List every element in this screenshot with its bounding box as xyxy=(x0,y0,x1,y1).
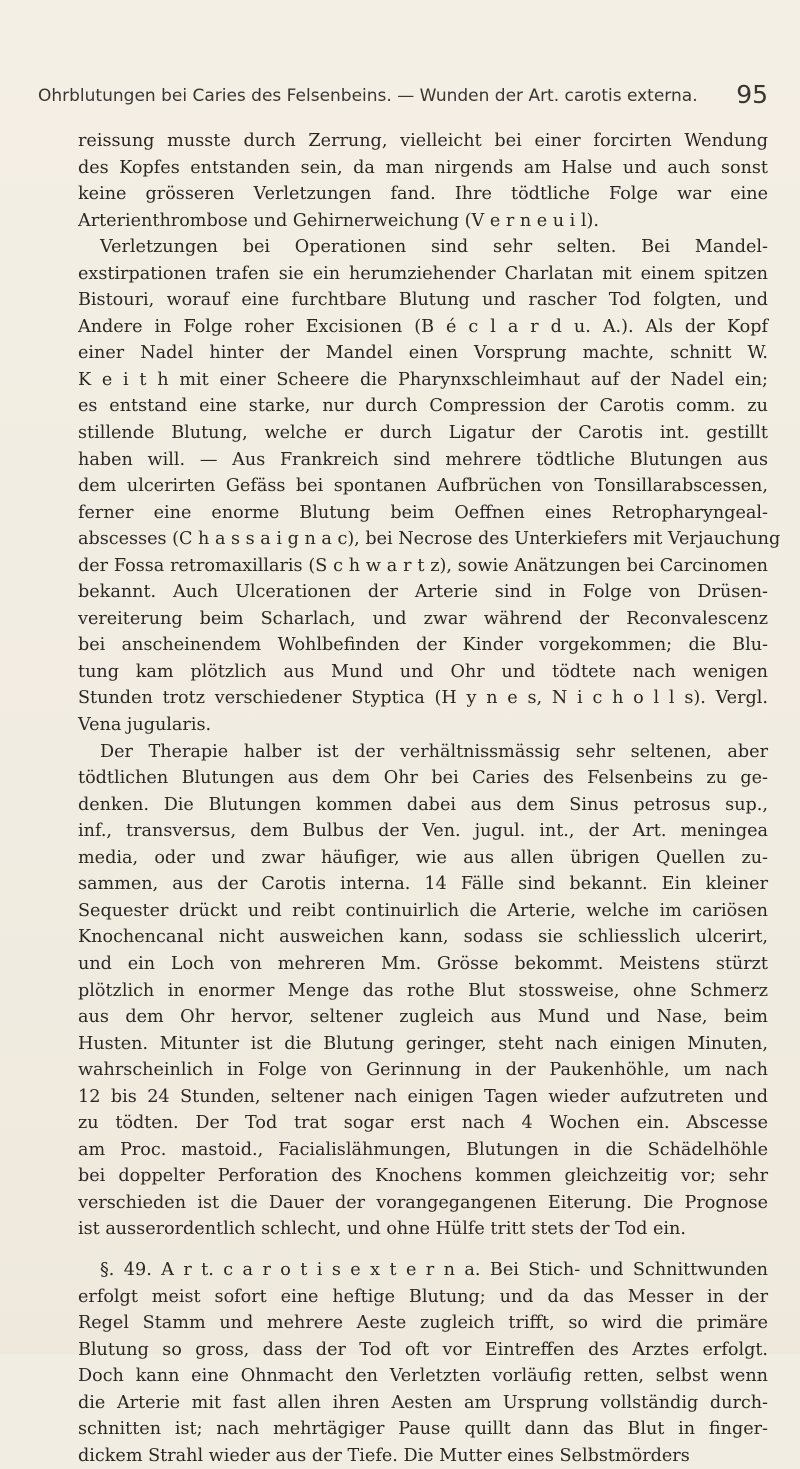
text-line: stillende Blutung, welche er durch Ligatur der Carotis int. gestillt xyxy=(78,423,768,444)
text-line: dickem Strahl wieder aus der Tiefe. Die Mutter eines Selbstmörders xyxy=(78,1445,690,1466)
text-line: Blutung so gross, dass der Tod oft vor Eintreffen des Arztes erfolgt. xyxy=(78,1339,768,1360)
text-line: bei anscheinendem Wohlbefinden der Kinder vorgekommen; die Blu- xyxy=(78,635,768,656)
page-number: 95 xyxy=(736,80,768,109)
text-line: plötzlich in enormer Menge das rothe Blut stossweise, ohne Schmerz xyxy=(78,980,768,1001)
text-line: aus dem Ohr hervor, seltener zugleich aus Mund und Nase, beim xyxy=(78,1007,768,1028)
text-line: bekannt. Auch Ulcerationen der Arterie sind in Folge von Drüsen- xyxy=(78,582,768,603)
section-paragraph xyxy=(78,1243,768,1469)
paragraph xyxy=(78,128,768,234)
text-line: des Kopfes entstanden sein, da man nirgends am Halse und auch sonst xyxy=(78,157,768,178)
text-line: Andere in Folge roher Excisionen (B é c l a r d u. A.). Als der Kopf xyxy=(78,316,768,337)
text-line: haben will. — Aus Frankreich sind mehrere tödtliche Blutungen aus xyxy=(78,449,768,470)
text-line: ferner eine enorme Blutung beim Oeffnen eines Retropharyngeal- xyxy=(78,502,768,523)
text-line: schnitten ist; nach mehrtägiger Pause quillt dann das Blut in finger- xyxy=(78,1419,768,1440)
text-line: tödtlichen Blutungen aus dem Ohr bei Caries des Felsenbeins zu ge- xyxy=(78,768,768,789)
text-line: keine grösseren Verletzungen fand. Ihre tödtliche Folge war eine xyxy=(78,184,768,205)
text-line: tung kam plötzlich aus Mund und Ohr und tödtete nach wenigen xyxy=(78,661,768,682)
text-line: abscesses (C h a s s a i g n a c), bei Necrose des Unterkiefers mit Verjauchung xyxy=(78,529,781,550)
section-spacer xyxy=(78,1243,768,1257)
text-line: ist ausserordentlich schlecht, und ohne Hülfe tritt stets der Tod ein. xyxy=(78,1219,686,1240)
text-line: Sequester drückt und reibt continuirlich die Arterie, welche im cariösen xyxy=(78,900,768,921)
text-line: und ein Loch von mehreren Mm. Grösse bekommt. Meistens stürzt xyxy=(78,953,768,974)
text-line: Vena jugularis. xyxy=(78,715,212,736)
text-line: K e i t h mit einer Scheere die Pharynxschleimhaut auf der Nadel ein; xyxy=(78,369,768,390)
text-line: einer Nadel hinter der Mandel einen Vorsprung machte, schnitt W. xyxy=(78,343,768,364)
text-line: exstirpationen trafen sie ein herumziehender Charlatan mit einem spitzen xyxy=(78,263,768,284)
paragraph xyxy=(78,739,768,1243)
text-line: bei doppelter Perforation des Knochens kommen gleichzeitig vor; sehr xyxy=(78,1166,768,1187)
text-line: Husten. Mitunter ist die Blutung geringer, steht nach einigen Minuten, xyxy=(78,1033,768,1054)
paragraph xyxy=(78,234,781,738)
text-line: es entstand eine starke, nur durch Compression der Carotis comm. zu xyxy=(78,396,768,417)
text-line: Knochencanal nicht ausweichen kann, sodass sie schliesslich ulcerirt, xyxy=(78,927,768,948)
text-line: media, oder und zwar häufiger, wie aus allen übrigen Quellen zu- xyxy=(78,847,768,868)
text-line: erfolgt meist sofort eine heftige Blutung; und da das Messer in der xyxy=(78,1286,768,1307)
text-line: die Arterie mit fast allen ihren Aesten am Ursprung vollständig durch- xyxy=(78,1392,768,1413)
text-line: Arterienthrombose und Gehirnerweichung (V e r n e u i l). xyxy=(78,210,599,231)
text-line: vereiterung beim Scharlach, und zwar während der Reconvalescenz xyxy=(78,608,768,629)
text-line: dem ulcerirten Gefäss bei spontanen Aufbrüchen von Tonsillarabscessen, xyxy=(78,476,768,497)
text-line: inf., transversus, dem Bulbus der Ven. jugul. int., der Art. meningea xyxy=(78,821,768,842)
running-head-title: Ohrblutungen bei Caries des Felsenbeins. — Wunden der Art. carotis externa. xyxy=(38,86,698,106)
text-line: Regel Stamm und mehrere Aeste zugleich trifft, so wird die primäre xyxy=(78,1313,768,1334)
text-line: Verletzungen bei Operationen sind sehr selten. Bei Mandel- xyxy=(100,237,768,258)
text-line: §. 49. A r t. c a r o t i s e x t e r n a. Bei Stich- und Schnittwunden xyxy=(100,1259,768,1280)
text-line: reissung musste durch Zerrung, vielleicht bei einer forcirten Wendung xyxy=(78,131,768,151)
body-text xyxy=(78,128,781,1469)
text-line: denken. Die Blutungen kommen dabei aus dem Sinus petrosus sup., xyxy=(78,794,768,815)
text-line: der Fossa retromaxillaris (S c h w a r t z), sowie Anätzungen bei Carcinomen xyxy=(78,555,768,576)
text-line: wahrscheinlich in Folge von Gerinnung in der Paukenhöhle, um nach xyxy=(78,1060,768,1081)
text-line: Doch kann eine Ohnmacht den Verletzten vorläufig retten, selbst wenn xyxy=(78,1366,768,1387)
text-line: Der Therapie halber ist der verhältnissmässig sehr seltenen, aber xyxy=(100,741,768,762)
text-line: Stunden trotz verschiedener Styptica (H y n e s, N i c h o l l s). Vergl. xyxy=(78,688,768,709)
text-line: 12 bis 24 Stunden, seltener nach einigen Tagen wieder aufzutreten und xyxy=(78,1086,768,1107)
text-line: sammen, aus der Carotis interna. 14 Fälle sind bekannt. Ein kleiner xyxy=(78,874,768,895)
text-line: am Proc. mastoid., Facialislähmungen, Blutungen in die Schädelhöhle xyxy=(78,1139,768,1160)
running-head xyxy=(38,80,768,114)
text-line: Bistouri, worauf eine furchtbare Blutung und rascher Tod folgten, und xyxy=(78,290,768,311)
text-line: verschieden ist die Dauer der vorangegangenen Eiterung. Die Prognose xyxy=(78,1192,768,1213)
text-line: zu tödten. Der Tod trat sogar erst nach 4 Wochen ein. Abscesse xyxy=(78,1113,768,1134)
